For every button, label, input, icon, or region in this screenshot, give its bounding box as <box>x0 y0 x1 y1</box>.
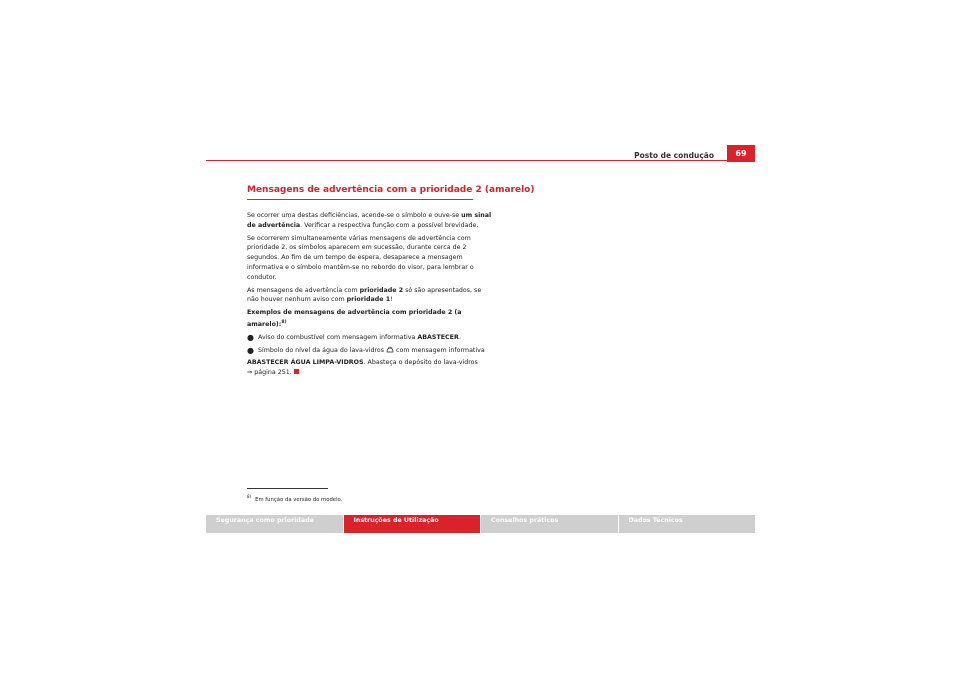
tab-dados[interactable]: Dados Técnicos <box>619 515 756 533</box>
footnote-rule <box>247 488 328 489</box>
page-number: 69 <box>727 145 755 162</box>
paragraph-3: As mensagens de advertência com prioridade 2 só são apresentados, se não houver nenhum aviso com prioridade 1! <box>247 286 482 304</box>
examples-heading: Exemplos de mensagens de advertência com prioridade 2 (a amarelo):$^{8)}$ <box>247 309 462 329</box>
paragraph-1: Se ocorrer uma destas deficiências, acende-se o símbolo e ouve-se um sinal de advertência. Verificar a respectiva função com a possível brevidade. <box>247 212 492 229</box>
bullet-icon: ● <box>247 345 254 355</box>
header-title: Posto de condução <box>634 151 714 160</box>
header-rule <box>206 160 727 161</box>
footnote-ref: 8) <box>281 319 287 325</box>
list-item-continuation: ABASTECER ÁGUA LIMPA-VIDROS. Abasteça o depósito do lava-vidros ⇒ página 251. <box>247 359 478 377</box>
tab-conselhos[interactable]: Conselhos práticos <box>481 515 618 533</box>
tab-instrucoes[interactable]: Instruções de Utilização <box>344 515 481 533</box>
section-heading: Mensagens de advertência com a prioridade 2 (amarelo) <box>247 185 535 195</box>
end-marker-icon <box>294 369 299 374</box>
footnote: $^{8)}$Em função da versão do modelo. <box>247 494 343 503</box>
washer-fluid-icon <box>386 346 394 353</box>
list-item: ● Aviso do combustível com mensagem informativa ABASTECER. <box>247 332 461 342</box>
paragraph-2: Se ocorrerem simultaneamente várias mensagens de advertência com prioridade 2, os símbolos aparecem em sucessão, durante cerca de 2 segundos. Ao fim de um tempo de espera, desaparece a mensagem informativa e o símbolo mantêm-se no rebordo do visor, para lembrar o condutor. <box>247 234 474 281</box>
footer-tabs <box>206 515 755 533</box>
page-link[interactable]: ⇒ página 251. <box>247 369 292 377</box>
body-text <box>247 211 492 378</box>
list-item: ● Símbolo do nível da água do lava-vidros com mensagem informativa <box>247 345 485 355</box>
bullet-icon: ● <box>247 332 254 342</box>
heading-rule <box>247 199 473 200</box>
tab-seguranca[interactable]: Segurança como prioridade <box>206 515 343 533</box>
